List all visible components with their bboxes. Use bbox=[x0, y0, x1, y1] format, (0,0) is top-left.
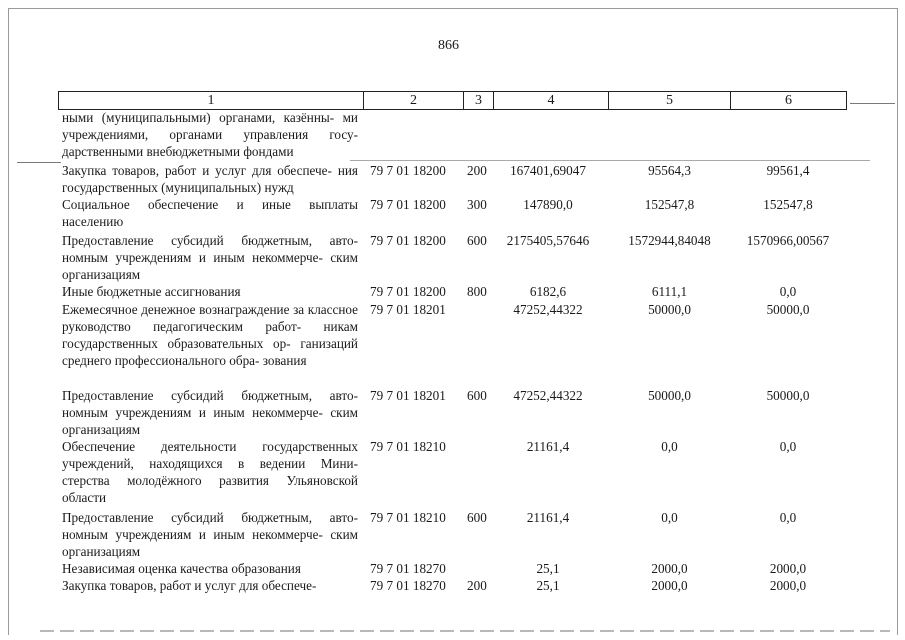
row-value-4: 25,1 bbox=[536, 561, 560, 576]
row-name: Предоставление субсидий бюджетным, авто- номным учреждениям и иным некоммерче- ским организациям bbox=[62, 510, 358, 559]
row-name: Социальное обеспечение и иные выплаты населению bbox=[62, 197, 358, 229]
scan-mark bbox=[850, 103, 895, 104]
row-value-4: 21161,4 bbox=[526, 510, 570, 525]
row-name: Независимая оценка качества образования bbox=[62, 561, 301, 576]
col-header-4: 4 bbox=[494, 92, 609, 109]
row-value-5: 152547,8 bbox=[644, 197, 695, 212]
row-name: Предоставление субсидий бюджетным, авто- номным учреждениям и иным некоммерче- ским организациям bbox=[62, 388, 358, 437]
col-header-3: 3 bbox=[464, 92, 494, 109]
row-code: 79 7 01 18201 bbox=[370, 302, 446, 317]
row-name: ными (муниципальными) органами, казённы- ми учреждениями, органами управления госу- дарственными внебюджетными фондами bbox=[62, 110, 358, 159]
row-value-5: 95564,3 bbox=[648, 163, 691, 178]
row-value-6: 0,0 bbox=[779, 439, 797, 454]
row-value-4: 6182,6 bbox=[529, 284, 567, 299]
row-code: 79 7 01 18200 bbox=[370, 163, 446, 178]
row-name: Закупка товаров, работ и услуг для обеспече- bbox=[62, 578, 317, 593]
row-name: Закупка товаров, работ и услуг для обеспече- ния государственных (муниципальных) нужд bbox=[62, 163, 358, 195]
row-value-4: 21161,4 bbox=[526, 439, 570, 454]
row-value-5: 2000,0 bbox=[651, 561, 688, 576]
row-code: 79 7 01 18270 bbox=[370, 561, 446, 576]
col-header-1: 1 bbox=[59, 92, 364, 109]
row-code: 79 7 01 18210 bbox=[370, 439, 446, 454]
row-vr: 800 bbox=[467, 284, 487, 299]
row-value-5: 50000,0 bbox=[648, 388, 691, 403]
row-value-6: 2000,0 bbox=[769, 561, 807, 576]
row-vr: 200 bbox=[467, 578, 487, 593]
page-number: 866 bbox=[438, 38, 459, 53]
row-code: 79 7 01 18200 bbox=[370, 197, 446, 212]
row-code: 79 7 01 18270 bbox=[370, 578, 446, 593]
row-vr: 200 bbox=[467, 163, 487, 178]
row-value-6: 2000,0 bbox=[769, 578, 807, 593]
row-value-5: 50000,0 bbox=[648, 302, 691, 317]
row-value-4: 147890,0 bbox=[523, 197, 573, 212]
row-value-6: 0,0 bbox=[779, 510, 797, 525]
row-vr: 600 bbox=[467, 388, 487, 403]
row-code: 79 7 01 18201 bbox=[370, 388, 446, 403]
scan-mark bbox=[17, 162, 61, 163]
row-value-4: 47252,44322 bbox=[513, 302, 583, 317]
row-name: Ежемесячное денежное вознаграждение за классное руководство педагогическим работ- никам государственных образовательных ор- ганизаций среднего профессионального обра- зования bbox=[62, 302, 358, 368]
row-value-4: 25,1 bbox=[536, 578, 560, 593]
row-value-6: 50000,0 bbox=[766, 302, 810, 317]
row-value-6: 50000,0 bbox=[766, 388, 810, 403]
row-value-5: 2000,0 bbox=[651, 578, 688, 593]
col-header-2: 2 bbox=[364, 92, 464, 109]
row-value-4: 47252,44322 bbox=[513, 388, 583, 403]
row-name: Предоставление субсидий бюджетным, авто- номным учреждениям и иным некоммерче- ским организациям bbox=[62, 233, 358, 282]
row-code: 79 7 01 18200 bbox=[370, 284, 446, 299]
row-value-6: 152547,8 bbox=[763, 197, 813, 212]
table-header bbox=[58, 91, 847, 110]
scan-mark bbox=[350, 160, 870, 161]
col-header-5: 5 bbox=[609, 92, 731, 109]
row-vr: 600 bbox=[467, 233, 487, 248]
row-value-4: 167401,69047 bbox=[510, 163, 586, 178]
row-value-4: 2175405,57646 bbox=[506, 233, 590, 248]
row-code: 79 7 01 18210 bbox=[370, 510, 446, 525]
row-code: 79 7 01 18200 bbox=[370, 233, 446, 248]
row-value-6: 1570966,00567 bbox=[746, 233, 830, 248]
row-value-6: 99561,4 bbox=[766, 163, 810, 178]
scan-bottom-edge bbox=[40, 630, 890, 632]
row-value-5: 0,0 bbox=[661, 439, 678, 454]
row-name: Обеспечение деятельности государственных учреждений, находящихся в ведении Мини- стерства молодёжного развития Ульяновской области bbox=[62, 439, 358, 505]
row-value-5: 1572944,84048 bbox=[628, 233, 711, 248]
row-name: Иные бюджетные ассигнования bbox=[62, 284, 241, 299]
row-value-5: 6111,1 bbox=[651, 284, 688, 299]
row-value-6: 0,0 bbox=[779, 284, 797, 299]
row-vr: 600 bbox=[467, 510, 487, 525]
col-header-6: 6 bbox=[785, 93, 792, 108]
row-value-5: 0,0 bbox=[661, 510, 678, 525]
row-vr: 300 bbox=[467, 197, 487, 212]
